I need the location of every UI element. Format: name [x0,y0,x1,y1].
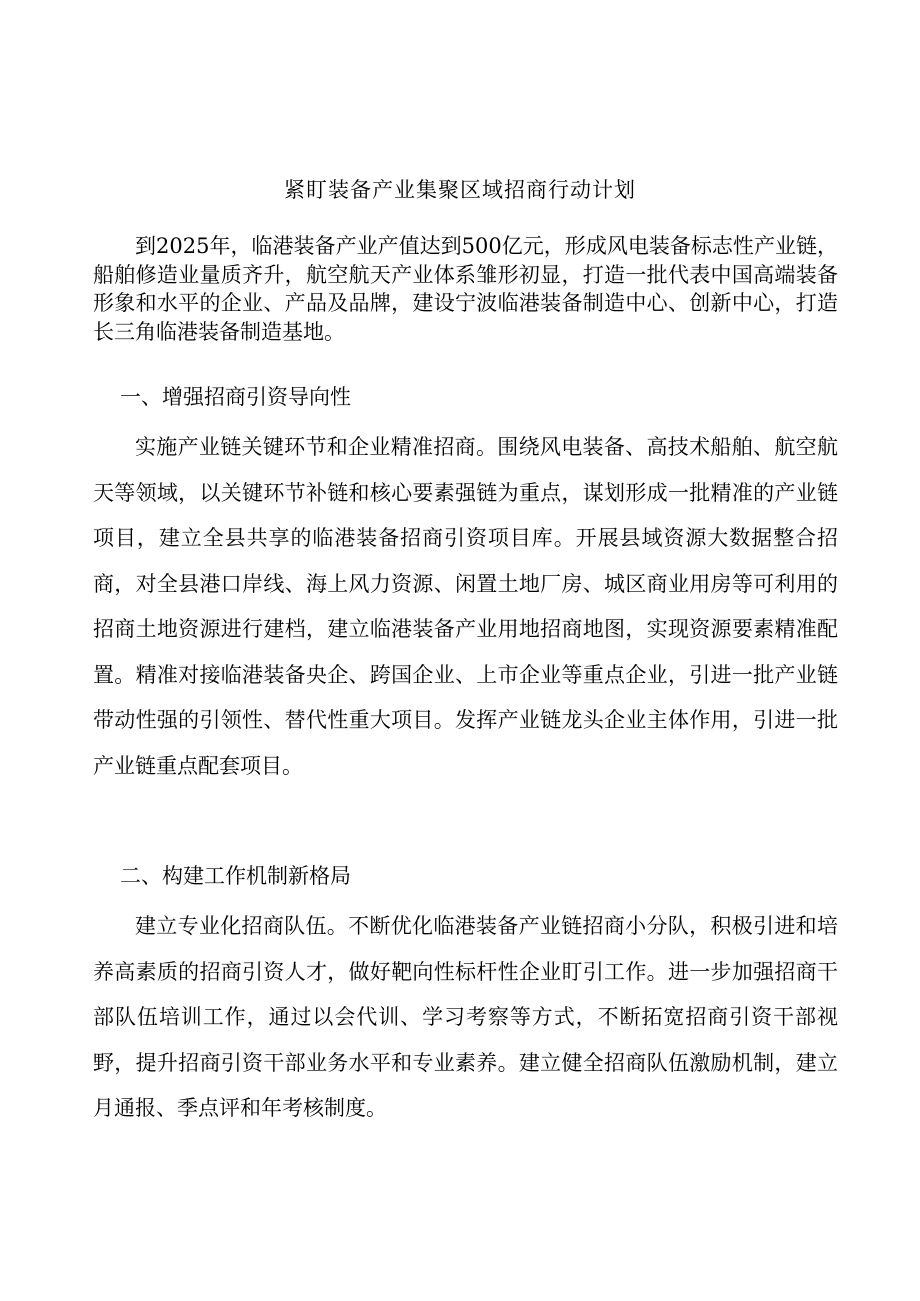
section-2-heading: 二、构建工作机制新格局 [120,864,351,888]
section-1-heading: 一、增强招商引资导向性 [120,385,351,409]
document-title: 紧盯装备产业集聚区域招商行动计划 [284,178,636,202]
intro-paragraph: 到2025年，临港装备产业产值达到500亿元，形成风电装备标志性产业链，船舶修造业量质齐升，航空航天产业体系雏形初显，打造一批代表中国高端装备形象和水平的企业、产品及品牌，建设宁波临港装备制造中心、创新中心，打造长三角临港装备制造基地。 [93,234,838,344]
section-2-paragraph: 建立专业化招商队伍。不断优化临港装备产业链招商小分队，积极引进和培养高素质的招商引资人才，做好靶向性标杆性企业盯引工作。进一步加强招商干部队伍培训工作，通过以会代训、学习考察等方式，不断拓宽招商引资干部视野，提升招商引资干部业务水平和专业素养。建立健全招商队伍激励机制，建立月通报、季点评和年考核制度。 [93,914,838,1120]
section-1-paragraph: 实施产业链关键环节和企业精准招商。围绕风电装备、高技术船舶、航空航天等领域，以关键环节补链和核心要素强链为重点，谋划形成一批精准的产业链项目，建立全县共享的临港装备招商引资项目库。开展县域资源大数据整合招商，对全县港口岸线、海上风力资源、闲置土地厂房、城区商业用房等可利用的招商土地资源进行建档，建立临港装备产业用地招商地图，实现资源要素精准配置。精准对接临港装备央企、跨国企业、上市企业等重点企业，引进一批产业链带动性强的引领性、替代性重大项目。发挥产业链龙头企业主体作用，引进一批产业链重点配套项目。 [93,435,838,778]
